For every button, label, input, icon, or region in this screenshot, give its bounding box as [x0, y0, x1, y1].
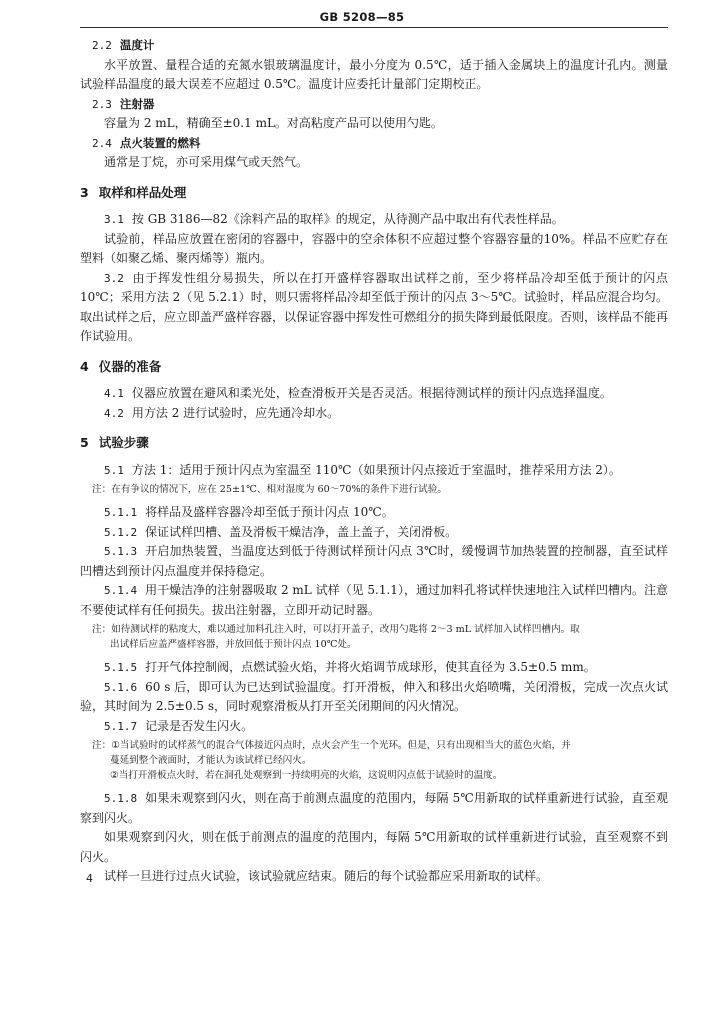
subsection-2-4-heading: [80, 134, 668, 154]
clause-text: 用干燥洁净的注射器吸取 2 mL 试样（见 5.1.1），通过加料孔将试样快速地注入试样凹槽内。注意不要使试样有任何损失。拔出注射器，立即开动记时器。: [80, 583, 668, 617]
clause-text: 用方法 2 进行试验时，应先通冷却水。: [131, 405, 340, 420]
clause-5-1-5: [80, 658, 668, 678]
note-label: 注：: [92, 740, 112, 751]
clause-5-1-1: [80, 503, 668, 523]
section-number: 2.3: [92, 97, 112, 111]
clause-number: 5.1.6: [104, 680, 138, 694]
subsection-2-2-heading: [80, 36, 668, 56]
note-line: 当试验时的试样蒸气的混合气体接近闪点时，点火会产生一个光环。但是，只有出现相当大的蓝色火焰，并: [119, 740, 571, 751]
clause-number: 5.1.8: [104, 792, 138, 805]
note-item-2: [80, 768, 668, 783]
clause-number: 5.1.4: [104, 584, 138, 597]
subsection-2-4-text: 通常是丁烷，亦可采用煤气或天然气。: [104, 155, 309, 169]
clause-number: 4.2: [104, 406, 124, 420]
clause-number: 5.1.5: [104, 661, 138, 674]
subsection-2-2-text: 水平放置、量程合适的充氮水银玻璃温度计，最小分度为 0.5℃，适于插入金属块上的温度计孔内。测量试验样品温度的最大误差不应超过 0.5℃。温度计应委托计量部门定期校正。: [80, 57, 668, 91]
section-number: 4: [80, 358, 89, 374]
section-title: 注射器: [119, 96, 155, 111]
section-title: 温度计: [119, 38, 155, 52]
section-title: 点火装置的燃料: [119, 135, 201, 150]
clause-text: 方法 1：适用于预计闪点为室温至 110℃（如果预计闪点接近于室温时，推荐采用方法 2）。: [131, 462, 621, 477]
clause-3-1-paragraph-2: 试验前，样品应放置在密闭的容器中，容器中的空余体积不应超过整个容器容量的10%。样品不应贮存在塑料（如聚乙烯、聚丙烯等）瓶内。: [80, 231, 668, 265]
subsection-2-3-text: 容量为 2 mL，精确至±0.1 mL。对高粘度产品可以使用勺匙。: [104, 116, 443, 130]
standard-number-header: GB 5208—85: [319, 10, 405, 24]
clause-5-1-7: [80, 717, 668, 737]
header-rule: [80, 27, 668, 28]
section-3-heading: [80, 183, 668, 203]
clause-text: 仪器应放置在避风和柔光处，检查滑板开关是否灵活。根据待测试样的预计闪点选择温度。: [131, 386, 612, 400]
section-title: 取样和样品处理: [98, 184, 187, 200]
clause-text: 按 GB 3186—82《涂料产品的取样》的规定，从待测产品中取出有代表性样品。: [131, 212, 564, 226]
clause-number: 5.1.7: [104, 719, 138, 733]
clause-number: 5.1: [104, 463, 124, 477]
note-item-1: [80, 738, 668, 753]
clause-text: 将样品及盛样容器冷却至低于预计闪点 10℃。: [145, 505, 394, 519]
clause-5-1-3: [80, 542, 668, 581]
note-line: 注：如待测试样的粘度大，难以通过加料孔注入时，可以打开盖子，改用勺匙将 2～3 mL 试样加入试样凹槽内。取: [92, 624, 580, 635]
subsection-2-3-heading: [80, 95, 668, 115]
page-number: 4: [86, 872, 93, 885]
clause-3-2: [80, 269, 668, 347]
section-number: 2.4: [92, 136, 112, 150]
clause-text: 如果未观察到闪火，则在高于前测点温度的范围内，每隔 5℃用新取的试样重新进行试验，直至观察到闪火。: [80, 791, 668, 825]
clause-5-1-6: [80, 678, 668, 717]
clause-number: 3.1: [104, 213, 124, 226]
note-line: 蔓延到整个液面时，才能认为该试样已经闪火。: [110, 755, 312, 766]
clause-5-1-8: [80, 789, 668, 828]
note-5-1-7: [80, 738, 668, 783]
clause-text: 60 s 后，即可认为已达到试验温度。打开滑板，伸入和移出火焰喷嘴，关闭滑板，完成一次点火试验，其时间为 2.5±0.5 s，同时观察滑板从打开至关闭期间的闪火情况。: [80, 679, 668, 713]
document-body: [80, 36, 668, 887]
clause-5-1: [80, 461, 668, 481]
clause-4-1: [80, 384, 668, 404]
clause-number: 5.1.3: [104, 545, 138, 558]
clause-number: 5.1.2: [104, 525, 138, 539]
circled-two-marker: ②: [110, 770, 119, 781]
clause-text: 记录是否发生闪火。: [145, 718, 254, 733]
section-title: 试验步骤: [98, 435, 149, 450]
clause-5-1-2: [80, 523, 668, 543]
clause-number: 4.1: [104, 387, 124, 400]
note-5-1-4: [80, 622, 668, 652]
note-line: 当打开滑板点火时，若在洞孔处观察到一持续明亮的火焰，这说明闪点低于试验时的温度。: [118, 770, 503, 781]
section-5-heading: [80, 433, 668, 453]
clause-text: 打开气体控制阀，点燃试验火焰，并将火焰调节成球形，使其直径为 3.5±0.5 mm。: [145, 660, 596, 674]
clause-5-1-8-paragraph-2: 如果观察到闪火，则在低于前测点的温度的范围内，每隔 5℃用新取的试样重新进行试验，直至观察不到闪火。: [80, 830, 668, 864]
section-number: 3: [80, 184, 89, 200]
clause-5-1-8-paragraph-3: 试样一旦进行过点火试验，该试验就应结束。随后的每个试验都应采用新取的试样。: [104, 869, 549, 883]
note-5-1: 注：在有争议的情况下，应在 25±1℃、相对湿度为 60～70%的条件下进行试验。: [92, 484, 447, 495]
section-4-heading: [80, 357, 668, 377]
clause-number: 3.2: [104, 271, 124, 285]
clause-3-1: [80, 210, 668, 230]
section-number: 5: [80, 435, 89, 450]
clause-text: 保证试样凹槽、盖及滑板干燥洁净，盖上盖子，关闭滑板。: [145, 524, 458, 539]
circled-one-marker: ①: [111, 740, 120, 751]
note-line: 出试样后应盖严盛样容器，并放回低于预计闪点 10℃处。: [110, 639, 357, 650]
section-number: 2.2: [92, 39, 112, 52]
clause-text: 开启加热装置，当温度达到低于待测试样预计闪点 3℃时，缓慢调节加热装置的控制器，直至试样凹槽达到预计闪点温度并保持稳定。: [80, 544, 668, 578]
clause-number: 5.1.1: [104, 506, 138, 519]
clause-text: 由于挥发性组分易损失，所以在打开盛样容器取出试样之前，至少将样品冷却至低于预计的闪点 10℃；采用方法 2（见 5.2.1）时，则只需将样品冷却至低于预计的闪点 3～5℃。试验时，样品应混合均匀。取出试样之后，应立即盖严盛样容器，以保证容器中挥发性可燃组分的损失降到最低限度。否则，该样品不能再作试验用。: [80, 270, 669, 343]
clause-5-1-4: [80, 581, 668, 620]
section-title: 仪器的准备: [98, 358, 162, 374]
clause-4-2: [80, 404, 668, 424]
